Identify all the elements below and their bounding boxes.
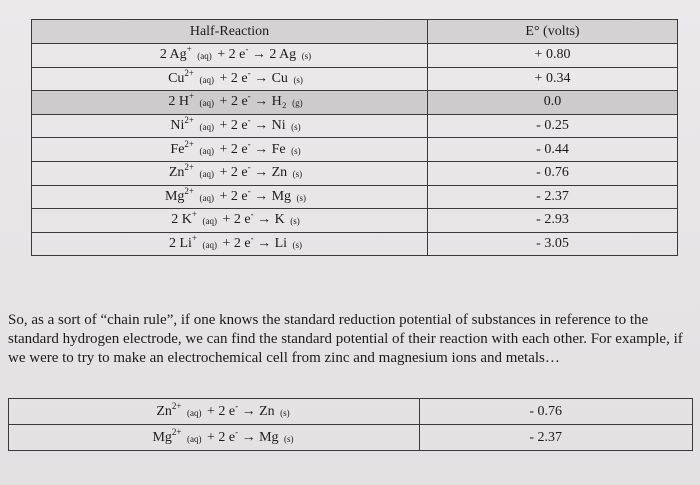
table-row [32,67,678,91]
reaction-cell: 2 H+ (aq) + 2 e- → H₂ (g) [32,91,428,115]
potential-cell: - 0.44 [428,138,678,162]
potential-cell: - 0.76 [428,161,678,185]
header-potential: E° (volts) [428,20,678,44]
table-row [9,399,693,425]
reaction-cell: 2 Ag+ (aq) + 2 e- → 2 Ag (s) [32,44,428,68]
reaction-cell: $Fe^{2+}$ (aq) + 2 e- → Fe (s) [32,138,428,162]
reaction-cell: $Ni^{2+}$ (aq) + 2 e- → Ni (s) [32,114,428,138]
potential-cell: - 0.76 [420,399,693,425]
potential-cell: - 2.93 [428,209,678,233]
arrow-icon: → [254,70,269,86]
reaction-cell: 2 Li+ (aq) + 2 e- → Li (s) [32,232,428,256]
potential-cell: 0.0 [428,91,678,115]
potential-cell: - 0.25 [428,114,678,138]
table-header-row [32,20,678,44]
half-reaction-table [31,19,678,256]
explanation-paragraph: So, as a sort of “chain rule”, if one knows the standard reduction potential of substances in reference to the standard hydrogen electrode, we can find the standard potential of their reaction with each other. For example, if we were to try to make an electrochemical cell from zinc and magnesium ions and metals… [8,312,683,366]
table-row [32,161,678,185]
arrow-icon: → [251,47,266,63]
table-row [32,44,678,68]
reaction-cell: 2 K+ (aq) + 2 e- → K (s) [32,209,428,233]
table-row [32,114,678,138]
header-half-reaction: Half-Reaction [32,20,428,44]
reaction-cell: $Mg^{2+}$ (aq) + 2 e- → Mg (s) [32,185,428,209]
reaction-cell: $Zn^{2+}$ (aq) + 2 e- → Zn (s) [9,399,420,425]
potential-cell: - 3.05 [428,232,678,256]
example-table [8,398,693,451]
table-row [32,232,678,256]
table-row [32,185,678,209]
potential-cell: + 0.34 [428,67,678,91]
arrow-icon: → [254,165,269,181]
arrow-icon: → [241,403,256,419]
arrow-icon: → [257,236,272,252]
potential-cell: - 2.37 [428,185,678,209]
arrow-icon: → [257,212,272,228]
arrow-icon: → [254,141,269,157]
potential-cell: - 2.37 [420,425,693,451]
arrow-icon: → [254,118,269,134]
table-row [32,91,678,115]
arrow-icon: → [254,94,269,110]
table-row [32,138,678,162]
arrow-icon: → [254,188,269,204]
table-row [9,425,693,451]
table-row [32,209,678,233]
reaction-cell: $Cu^{2+}$ (aq) + 2 e- → Cu (s) [32,67,428,91]
reaction-cell: $Zn^{2+}$ (aq) + 2 e- → Zn (s) [32,161,428,185]
arrow-icon: → [241,429,256,445]
potential-cell: + 0.80 [428,44,678,68]
reaction-cell: $Mg^{2+}$ (aq) + 2 e- → Mg (s) [9,425,420,451]
